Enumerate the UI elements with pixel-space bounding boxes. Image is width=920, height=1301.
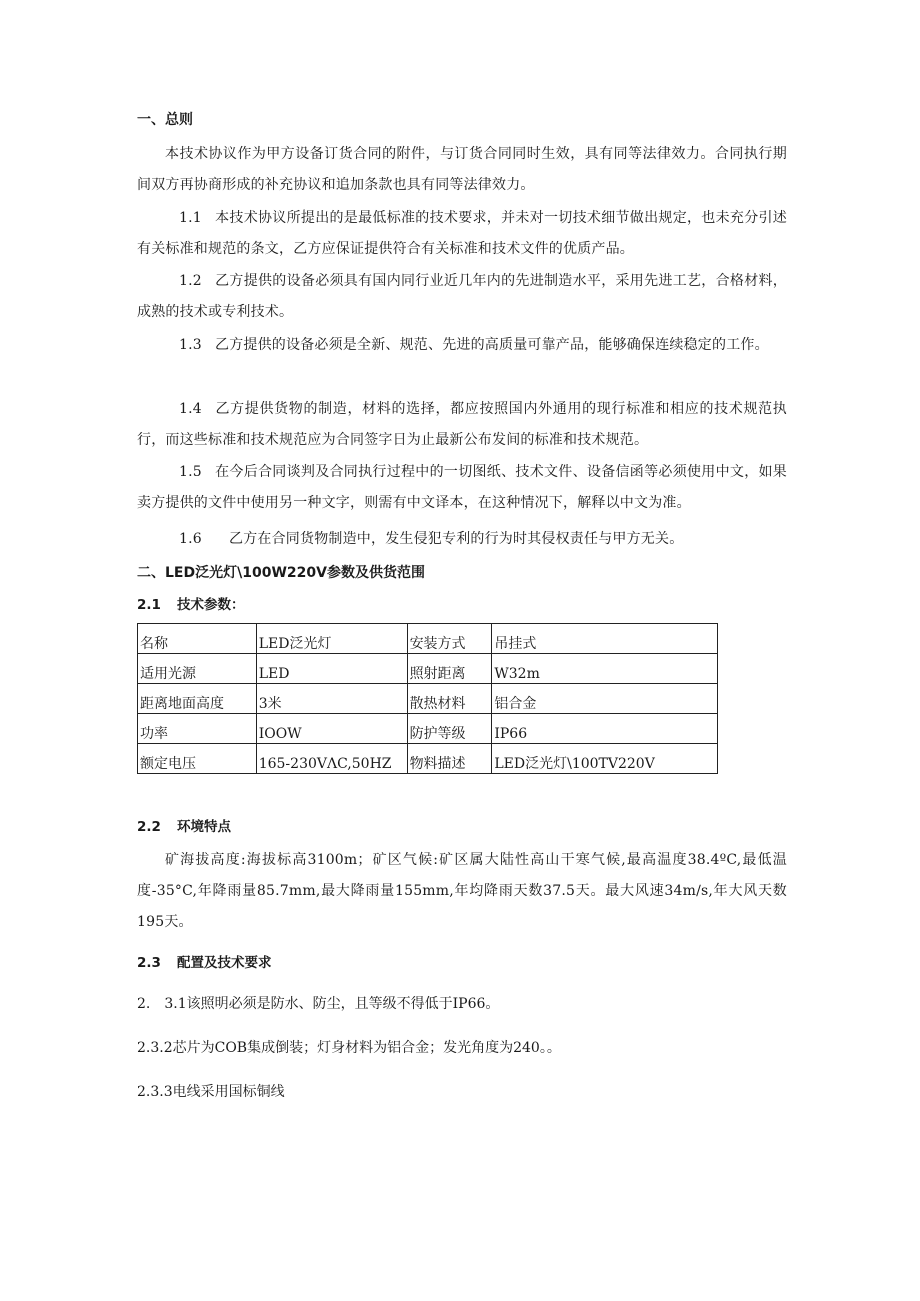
table-row [138,744,718,774]
table-cell: 安装方式 [407,624,492,654]
subsection-title: 环境特点 [177,819,231,835]
table-row [138,624,718,654]
requirement-item: 2.3.2芯片为COB集成倒装；灯身材料为铝合金；发光角度为240。。 [137,1040,561,1056]
clause-text: 在今后合同谈判及合同执行过程中的一切图纸、技术文件、设备信函等必须使用中文，如果卖方提供的文件中使用另一种文字，则需有中文译本，在这种情况下，解释以中文为准。 [137,464,787,511]
table-cell: LED [256,654,407,684]
clause-text: 乙方提供的设备必须是全新、规范、先进的高质量可靠产品，能够确保连续稳定的工作。 [215,337,769,353]
subsection-title: 配置及技术要求 [177,955,272,971]
clause-number: 1.5 [179,464,202,480]
clause-1-5 [137,457,787,519]
section1-intro: 本技术协议作为甲方设备订货合同的附件，与订货合同同时生效，具有同等法律效力。合同执行期间双方再协商形成的补充协议和追加条款也具有同等法律效力。 [137,146,787,193]
table-cell: W32m [492,654,718,684]
table-cell: 功率 [138,714,257,744]
requirement-item: 2. 3.1该照明必须是防水、防尘，且等级不得低于IP66。 [137,996,500,1012]
clause-text: 乙方提供货物的制造，材料的选择，都应按照国内外通用的现行标准和相应的技术规范执行，而这些标准和技术规范应为合同签字日为止最新公布发间的标准和技术规范。 [137,401,787,448]
table-row [138,684,718,714]
table-cell: IOOW [256,714,407,744]
subsection-number: 2.1 [137,597,161,613]
clause-number: 1.1 [179,210,202,226]
subsection-2-2-heading [137,817,787,837]
table-cell: 额定电压 [138,744,257,774]
table-cell: 物料描述 [407,744,492,774]
subsection-2-1-heading [137,595,787,615]
subsection-number: 2.3 [137,955,161,971]
table-cell: 防护等级 [407,714,492,744]
clause-1-6 [137,524,787,555]
clause-number: 1.3 [179,337,202,353]
technical-parameters-table [137,623,718,774]
table-cell: 铝合金 [492,684,718,714]
table-cell: 距离地面高度 [138,684,257,714]
table-cell: 照射距离 [407,654,492,684]
clause-number: 1.2 [179,273,202,289]
clause-1-2 [137,266,787,328]
table-cell: 165-230VΛC,50HZ [256,744,407,774]
table-cell: 吊挂式 [492,624,718,654]
table-row [138,654,718,684]
table-row [138,714,718,744]
clause-1-1 [137,203,787,265]
table-cell: IP66 [492,714,718,744]
clause-text: 本技术协议所提出的是最低标准的技术要求，并未对一切技术细节做出规定，也未充分引述有关标准和规范的条文，乙方应保证提供符合有关标准和技术文件的优质产品。 [137,210,787,257]
clause-number: 1.4 [179,401,202,417]
clause-1-3 [137,330,787,361]
section1-heading: 一、总则 [137,112,193,128]
table-cell: 适用光源 [138,654,257,684]
section2-heading: 二、LED泛光灯\100W220V参数及供货范围 [137,565,425,581]
clause-text: 乙方提供的设备必须具有国内同行业近几年内的先进制造水平，采用先进工艺，合格材料，成熟的技术或专利技术。 [137,273,787,320]
clause-text: 乙方在合同货物制造中，发生侵犯专利的行为时其侵权责任与甲方无关。 [229,531,684,547]
table-cell: LED泛光灯 [256,624,407,654]
subsection-title: 技术参数： [177,597,245,613]
subsection-2-3-heading [137,953,787,973]
table-cell: 3米 [256,684,407,714]
clause-1-4 [137,394,787,456]
table-cell: 散热材料 [407,684,492,714]
table-cell: LED泛光灯\100TV220V [492,744,718,774]
clause-number: 1.6 [179,531,202,547]
table-cell: 名称 [138,624,257,654]
environment-text: 矿海拔高度:海拔标高3100m；矿区气候:矿区属大陆性高山干寒气候,最高温度38.4ºC,最低温度-35°C,年降雨量85.7mm,最大降雨量155mm,年均降雨天数37.5天。最大风速34m∕s,年大风天数195天。 [137,852,787,930]
subsection-number: 2.2 [137,819,161,835]
requirement-item: 2.3.3电线采用国标铜线 [137,1084,285,1100]
